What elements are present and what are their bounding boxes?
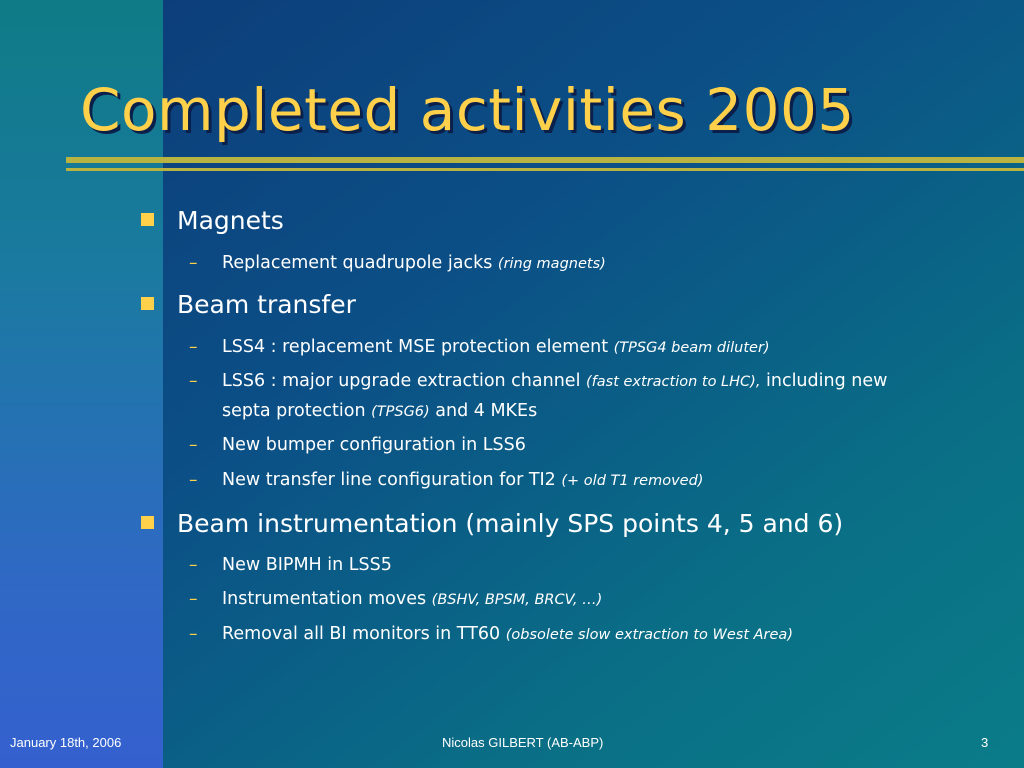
- bullet-heading: Magnets: [177, 206, 284, 235]
- bullet-heading: Beam instrumentation (mainly SPS points 4, 5 and 6): [177, 509, 844, 538]
- sub-bullet-note: (BSHV, BPSM, BRCV, …): [431, 592, 603, 608]
- bullet-magnets: [177, 206, 284, 235]
- dash-icon: –: [189, 589, 198, 609]
- dash-icon: –: [189, 435, 198, 455]
- sub-bullet-text: LSS4 : replacement MSE protection element: [222, 337, 614, 357]
- sub-bullet-text-after: and 4 MKEs: [429, 401, 538, 421]
- sub-bullet-text: Removal all BI monitors in TT60: [222, 624, 506, 644]
- dash-icon: –: [189, 470, 198, 490]
- dash-icon: –: [189, 253, 198, 273]
- sub-bullet-note: (ring magnets): [497, 256, 606, 272]
- sub-bullet: [189, 465, 704, 496]
- square-bullet-icon: [141, 213, 154, 226]
- sub-bullet: [189, 550, 392, 580]
- square-bullet-icon: [141, 297, 154, 310]
- bullet-beam-transfer: [177, 290, 356, 319]
- footer-date: January 18th, 2006: [10, 735, 122, 750]
- sub-bullet-text: Replacement quadrupole jacks: [222, 253, 498, 273]
- sub-bullet-text: New bumper configuration in LSS6: [222, 435, 526, 455]
- sub-bullet-text: New transfer line configuration for TI2: [222, 470, 562, 490]
- sub-bullet: [189, 248, 606, 279]
- sub-bullet-note: (fast extraction to LHC),: [586, 374, 761, 390]
- sub-bullet: [189, 430, 526, 460]
- sub-bullet-text: Instrumentation moves: [222, 589, 432, 609]
- footer-author: Nicolas GILBERT (AB-ABP): [442, 735, 604, 750]
- dash-icon: –: [189, 337, 198, 357]
- sub-bullet-text: septa protection: [222, 401, 372, 421]
- sub-bullet-note: (TPSG4 beam diluter): [613, 340, 770, 356]
- sub-bullet: [189, 332, 770, 363]
- sub-bullet: [189, 619, 793, 650]
- sub-bullet-note: (TPSG6): [371, 404, 430, 420]
- sub-bullet-text-after: including new: [760, 371, 888, 391]
- bullet-heading: Beam transfer: [177, 290, 356, 319]
- sub-bullet-continuation: [222, 396, 537, 427]
- dash-icon: –: [189, 624, 198, 644]
- sub-bullet-note: (obsolete slow extraction to West Area): [505, 627, 793, 643]
- sub-bullet-note: (+ old T1 removed): [561, 473, 704, 489]
- sub-bullet-text: LSS6 : major upgrade extraction channel: [222, 371, 586, 391]
- dash-icon: –: [189, 555, 198, 575]
- slide-title: Completed activities 2005: [80, 76, 855, 144]
- square-bullet-icon: [141, 516, 154, 529]
- sub-bullet: [189, 366, 888, 397]
- sub-bullet-text: New BIPMH in LSS5: [222, 555, 392, 575]
- footer-page-number: 3: [981, 735, 989, 750]
- sub-bullet: [189, 584, 603, 615]
- bullet-beam-instrumentation: [177, 509, 843, 538]
- dash-icon: –: [189, 371, 198, 391]
